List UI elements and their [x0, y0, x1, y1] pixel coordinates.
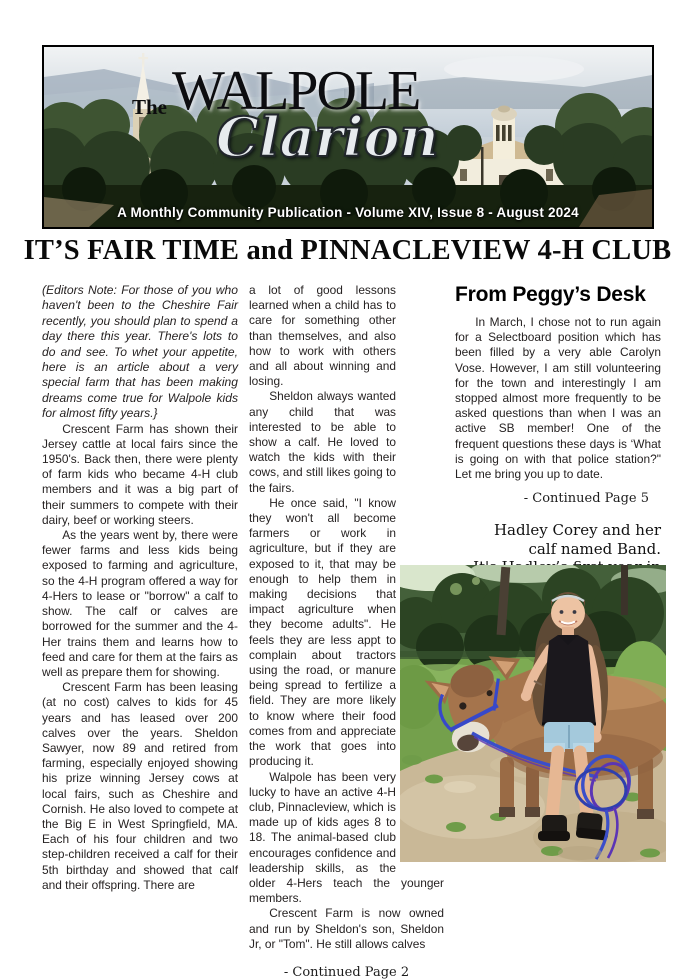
caption-line: Hadley Corey and her [493, 521, 661, 540]
masthead-title-walpole: WALPOLE [172, 60, 420, 122]
peggys-desk-paragraph: In March, I chose not to run again for a Selectboard position which has been filled by a very able Carolyn Vose. However, I am still volunteering for the town and interestingly I am stopped almost more frequently to be asked questions than when I was an active SB member! One of the frequent questions these days is ‘What is going on with that police station?" Let me bring you up to date. [455, 315, 661, 482]
continued-page-2: - Continued Page 2 [283, 964, 410, 980]
article-paragraph: Walpole has been very lucky to have an active 4-H club, Pinnacleview, which is made up of kids ages 8 to 18. The animal-based club encourages confidence and leadership skills, as the older 4-Hers teach the younger members. [249, 769, 444, 906]
girl-with-calf-photo [400, 565, 666, 862]
continued-page-5: - Continued Page 5 [523, 491, 649, 507]
peggys-desk-column [455, 283, 661, 595]
article-paragraph: Crescent Farm is now owned and run by Sheldon's son, Sheldon Jr, or "Tom". He still allows calves [249, 906, 444, 951]
editors-note: (Editors Note: For those of you who haven't been to the Cheshire Fair recently, you should plan to spend a day there this year. There's lots to do and see. To whet your appetite, here is an article about a very special farm that has been making dreams come true for Walpole kids for almost fifty years.} [42, 283, 238, 421]
article-column-1 [42, 283, 238, 892]
caption-line: calf named Band. [528, 539, 661, 558]
article-paragraph: Crescent Farm has shown their Jersey cattle at local fairs since the 1950's. Back then, there were plenty of farm kids who became 4-H club members and it was a big part of their summers to compete with their dairy, beef or working steers. [42, 421, 238, 527]
article-paragraph: As the years went by, there were fewer farms and less kids being exposed to farming and agriculture, so the 4-H program offered a way for 4-Hers to lease or "borrow" a calf to show. The calf or calves are borrowed for the summer and the 4-Her trains them and learns how to feed and care for them at the fairs as well as prepare them for showing. [42, 528, 238, 679]
page-headline: IT’S FAIR TIME and PINNACLEVIEW 4-H CLUB [23, 235, 672, 266]
masthead-title-clarion: Clarion [216, 105, 439, 169]
masthead [42, 45, 654, 229]
article-paragraph: He once said, "I know they won't all become farmers or work in agriculture, but if they are exposed to it, that may be enough to help them in making decisions that impact agriculture when they become adults". He feels they are less appt to complain about tractors using the road, or manure being spread to fertilize a field. They are more likely to know where their food comes from and appreciate the work that goes into producing it. [249, 495, 396, 769]
article-paragraph: a lot of good lessons learned when a child has to care for something other than themselves, and also how to work with others and all about winning and losing. [249, 283, 396, 389]
article-paragraph: Crescent Farm has been leasing (at no cost) calves to kids for 45 years and has leased over 200 calves over the years. Sheldon Sawyer, now 89 and retired from farming, especially enjoyed showing his prize winning Jersey cows at local fairs, such as Cheshire and Cornish. He also loved to compete at the Big E in West Springfield, MA. Each of his four children and two step-children received a calf for their 5th birthday and showed that calf and their offspring. There are [42, 680, 238, 892]
masthead-title-the: The [132, 95, 168, 119]
article-paragraph: Sheldon always wanted any child that was interested to be able to show a calf. He loved to watch the kids with their cows, and still likes going to the fairs. [249, 389, 396, 495]
peggys-desk-heading: From Peggy’s Desk [455, 283, 646, 306]
masthead-banner: A Monthly Community Publication - Volume XIV, Issue 8 - August 2024 [117, 205, 579, 220]
